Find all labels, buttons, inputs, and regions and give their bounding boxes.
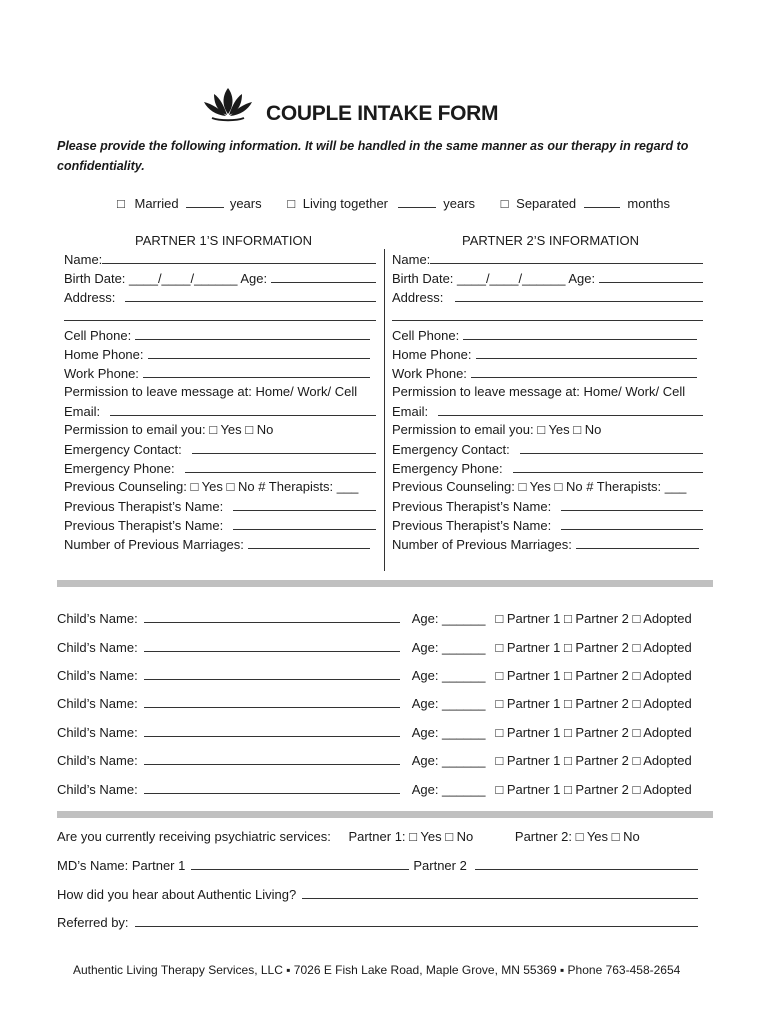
p2-email-label: Email: (392, 404, 429, 419)
p2-address-row2 (392, 308, 703, 327)
p2-emergency-contact-field[interactable] (520, 441, 703, 454)
child-parent-options[interactable]: □ Partner 1 □ Partner 2 □ Adopted (495, 611, 692, 626)
p1-permission-email-row (64, 422, 376, 441)
p1-birth-label[interactable]: Birth Date: ____/____/______ Age: (64, 271, 268, 286)
referred-field[interactable] (135, 914, 698, 927)
child-name-field[interactable] (144, 724, 400, 737)
section-divider-2 (57, 811, 713, 818)
p1-emergency-contact-row (64, 441, 376, 460)
partner1-heading: PARTNER 1’S INFORMATION (135, 233, 312, 248)
child-row (57, 639, 713, 656)
p1-work-field[interactable] (143, 365, 370, 378)
p1-cell-row (64, 327, 376, 346)
p1-work-row (64, 365, 376, 384)
p1-cell-field[interactable] (135, 327, 370, 340)
p2-work-row (392, 365, 703, 384)
living-together-years-label: years (443, 196, 476, 211)
p1-emergency-phone-label: Emergency Phone: (64, 461, 175, 476)
child-parent-options[interactable]: □ Partner 1 □ Partner 2 □ Adopted (495, 696, 692, 711)
p1-prev-therapist-label-1: Previous Therapist’s Name: (64, 499, 224, 514)
p2-work-label: Work Phone: (392, 366, 467, 381)
child-name-label: Child’s Name: (57, 640, 138, 655)
p1-emergency-phone-row (64, 460, 376, 479)
p2-email-field[interactable] (438, 403, 703, 416)
p1-prev-counseling-label[interactable]: Previous Counseling: □ Yes □ No # Therapists: ___ (64, 479, 359, 494)
p2-prev-therapist-field-1[interactable] (561, 498, 703, 511)
p1-permission-msg-label[interactable]: Permission to leave message at: Home/ Work/ Cell (64, 384, 358, 399)
p2-name-field[interactable] (430, 251, 703, 264)
p1-prev-therapist-label-2: Previous Therapist’s Name: (64, 518, 224, 533)
child-name-label: Child’s Name: (57, 611, 138, 626)
child-row (57, 667, 713, 684)
p1-name-row (64, 251, 376, 270)
md-label: MD’s Name: Partner 1 (57, 858, 186, 873)
p2-permission-msg-row (392, 384, 703, 403)
md-partner1-field[interactable] (191, 857, 409, 870)
hear-label: How did you hear about Authentic Living? (57, 887, 297, 902)
married-checkbox[interactable]: □ (117, 196, 125, 211)
p2-address-field-2[interactable] (392, 308, 703, 321)
child-age-field[interactable]: Age: ______ (411, 725, 486, 740)
p1-work-label: Work Phone: (64, 366, 139, 381)
married-years-label: years (229, 196, 262, 211)
child-name-label: Child’s Name: (57, 725, 138, 740)
p1-prev-counseling-row (64, 479, 376, 498)
p1-home-row (64, 346, 376, 365)
child-name-label: Child’s Name: (57, 782, 138, 797)
column-divider (384, 249, 385, 571)
p1-prev-therapist-row-2 (64, 517, 376, 536)
p2-name-row (392, 251, 703, 270)
p2-prev-counseling-row (392, 479, 703, 498)
p1-birth-row (64, 270, 376, 289)
child-row (57, 752, 713, 769)
partner1-section (64, 251, 376, 555)
p1-home-label: Home Phone: (64, 347, 144, 362)
living-together-label: Living together (302, 196, 388, 211)
p2-prev-therapist-field-2[interactable] (561, 517, 703, 530)
p2-cell-row (392, 327, 703, 346)
p2-address-row (392, 289, 703, 308)
p1-address-row2 (64, 308, 376, 327)
p1-email-label: Email: (64, 404, 101, 419)
separated-checkbox[interactable]: □ (500, 196, 509, 211)
p1-prev-marriages-field[interactable] (248, 536, 370, 549)
p2-prev-marriages-row (392, 536, 703, 555)
referred-label: Referred by: (57, 915, 129, 930)
child-row (57, 781, 713, 798)
p1-home-field[interactable] (148, 346, 371, 359)
child-name-label: Child’s Name: (57, 696, 138, 711)
child-name-field[interactable] (144, 752, 400, 765)
child-age-field[interactable]: Age: ______ (411, 668, 486, 683)
p1-emergency-contact-field[interactable] (192, 441, 376, 454)
p1-prev-therapist-field-2[interactable] (233, 517, 376, 530)
md-row (57, 857, 698, 874)
p2-prev-marriages-field[interactable] (576, 536, 699, 549)
child-parent-options[interactable]: □ Partner 1 □ Partner 2 □ Adopted (495, 668, 692, 683)
child-name-field[interactable] (144, 695, 400, 708)
p1-emergency-contact-label: Emergency Contact: (64, 442, 182, 457)
child-name-label: Child’s Name: (57, 668, 138, 683)
living-together-years-field[interactable] (398, 195, 436, 208)
p2-name-label: Name: (392, 252, 431, 267)
child-parent-options[interactable]: □ Partner 1 □ Partner 2 □ Adopted (495, 725, 692, 740)
child-row (57, 695, 713, 712)
child-parent-options[interactable]: □ Partner 1 □ Partner 2 □ Adopted (495, 782, 692, 797)
p2-address-field[interactable] (455, 289, 703, 302)
p2-home-label: Home Phone: (392, 347, 472, 362)
p1-cell-label: Cell Phone: (64, 328, 132, 343)
child-age-field[interactable]: Age: ______ (411, 782, 486, 797)
separated-months-field[interactable] (584, 195, 620, 208)
p2-emergency-contact-row (392, 441, 703, 460)
p2-permission-email-label[interactable]: Permission to email you: □ Yes □ No (392, 422, 602, 437)
p1-prev-therapist-row-1 (64, 498, 376, 517)
partner2-section (392, 251, 703, 555)
hear-field[interactable] (302, 886, 698, 899)
partner2-heading: PARTNER 2’S INFORMATION (462, 233, 639, 248)
child-name-field[interactable] (144, 610, 400, 623)
p1-name-label: Name: (64, 252, 103, 267)
child-name-field[interactable] (144, 639, 400, 652)
p2-age-field[interactable] (599, 270, 703, 283)
intro-text: Please provide the following information. It will be handled in the same manner as our therapy in regard to confidentiality. (57, 139, 689, 173)
p2-permission-email-row (392, 422, 703, 441)
relationship-status-row (117, 195, 670, 212)
child-age-field[interactable]: Age: ______ (411, 640, 486, 655)
child-age-field[interactable]: Age: ______ (411, 696, 486, 711)
p2-birth-label[interactable]: Birth Date: ____/____/______ Age: (392, 271, 596, 286)
child-name-label: Child’s Name: (57, 753, 138, 768)
p1-address-field[interactable] (125, 289, 376, 302)
footer-address: Authentic Living Therapy Services, LLC ▪ 7026 E Fish Lake Road, Maple Grove, MN 55369 ▪ Phone 763-458-2654 (73, 963, 681, 977)
child-age-field[interactable]: Age: ______ (411, 611, 486, 626)
married-label: Married (134, 196, 179, 211)
p1-permission-msg-row (64, 384, 376, 403)
p2-prev-counseling-label[interactable]: Previous Counseling: □ Yes □ No # Therapists: ___ (392, 479, 687, 494)
p2-prev-therapist-label-2: Previous Therapist’s Name: (392, 518, 552, 533)
child-parent-options[interactable]: □ Partner 1 □ Partner 2 □ Adopted (495, 753, 692, 768)
p2-prev-therapist-row-1 (392, 498, 703, 517)
md-partner2-field[interactable] (475, 857, 698, 870)
p2-birth-row (392, 270, 703, 289)
p1-prev-marriages-row (64, 536, 376, 555)
p2-home-row (392, 346, 703, 365)
p1-prev-therapist-field-1[interactable] (233, 498, 376, 511)
living-together-checkbox[interactable]: □ (287, 196, 296, 211)
psych-partner2[interactable]: Partner 2: □ Yes □ No (514, 829, 640, 844)
p1-emergency-phone-field[interactable] (185, 460, 376, 473)
p2-prev-therapist-label-1: Previous Therapist’s Name: (392, 499, 552, 514)
psych-row (57, 829, 640, 845)
child-parent-options[interactable]: □ Partner 1 □ Partner 2 □ Adopted (495, 640, 692, 655)
child-name-field[interactable] (144, 781, 400, 794)
p2-cell-field[interactable] (463, 327, 697, 340)
child-name-field[interactable] (144, 667, 400, 680)
lotus-icon (202, 84, 254, 124)
p2-emergency-contact-label: Emergency Contact: (392, 442, 510, 457)
referred-row (57, 914, 698, 931)
md-partner2-label: Partner 2 (413, 858, 467, 873)
hear-row (57, 886, 698, 903)
child-age-field[interactable]: Age: ______ (411, 753, 486, 768)
p2-prev-therapist-row-2 (392, 517, 703, 536)
child-row (57, 724, 713, 741)
p2-address-label: Address: (392, 290, 444, 305)
p2-work-field[interactable] (471, 365, 697, 378)
p2-permission-msg-label[interactable]: Permission to leave message at: Home/ Work/ Cell (392, 384, 686, 399)
p2-email-row (392, 403, 703, 422)
married-years-field[interactable] (186, 195, 224, 208)
child-row (57, 610, 713, 627)
p2-prev-marriages-label: Number of Previous Marriages: (392, 537, 572, 552)
p2-emergency-phone-row (392, 460, 703, 479)
p2-emergency-phone-label: Emergency Phone: (392, 461, 503, 476)
p1-permission-email-label[interactable]: Permission to email you: □ Yes □ No (64, 422, 274, 437)
p1-name-field[interactable] (102, 251, 376, 264)
p2-home-field[interactable] (476, 346, 698, 359)
p2-cell-label: Cell Phone: (392, 328, 460, 343)
page-title: COUPLE INTAKE FORM (266, 102, 499, 125)
psych-question: Are you currently receiving psychiatric services: (57, 829, 331, 844)
p1-address-label: Address: (64, 290, 116, 305)
p1-prev-marriages-label: Number of Previous Marriages: (64, 537, 244, 552)
separated-label: Separated (516, 196, 577, 211)
p1-email-row (64, 403, 376, 422)
section-divider-1 (57, 580, 713, 587)
separated-months-label: months (627, 196, 671, 211)
p1-age-field[interactable] (271, 270, 376, 283)
p2-emergency-phone-field[interactable] (513, 460, 703, 473)
p1-address-row (64, 289, 376, 308)
p1-address-field-2[interactable] (64, 308, 376, 321)
psych-partner1[interactable]: Partner 1: □ Yes □ No (348, 829, 474, 844)
p1-email-field[interactable] (110, 403, 376, 416)
